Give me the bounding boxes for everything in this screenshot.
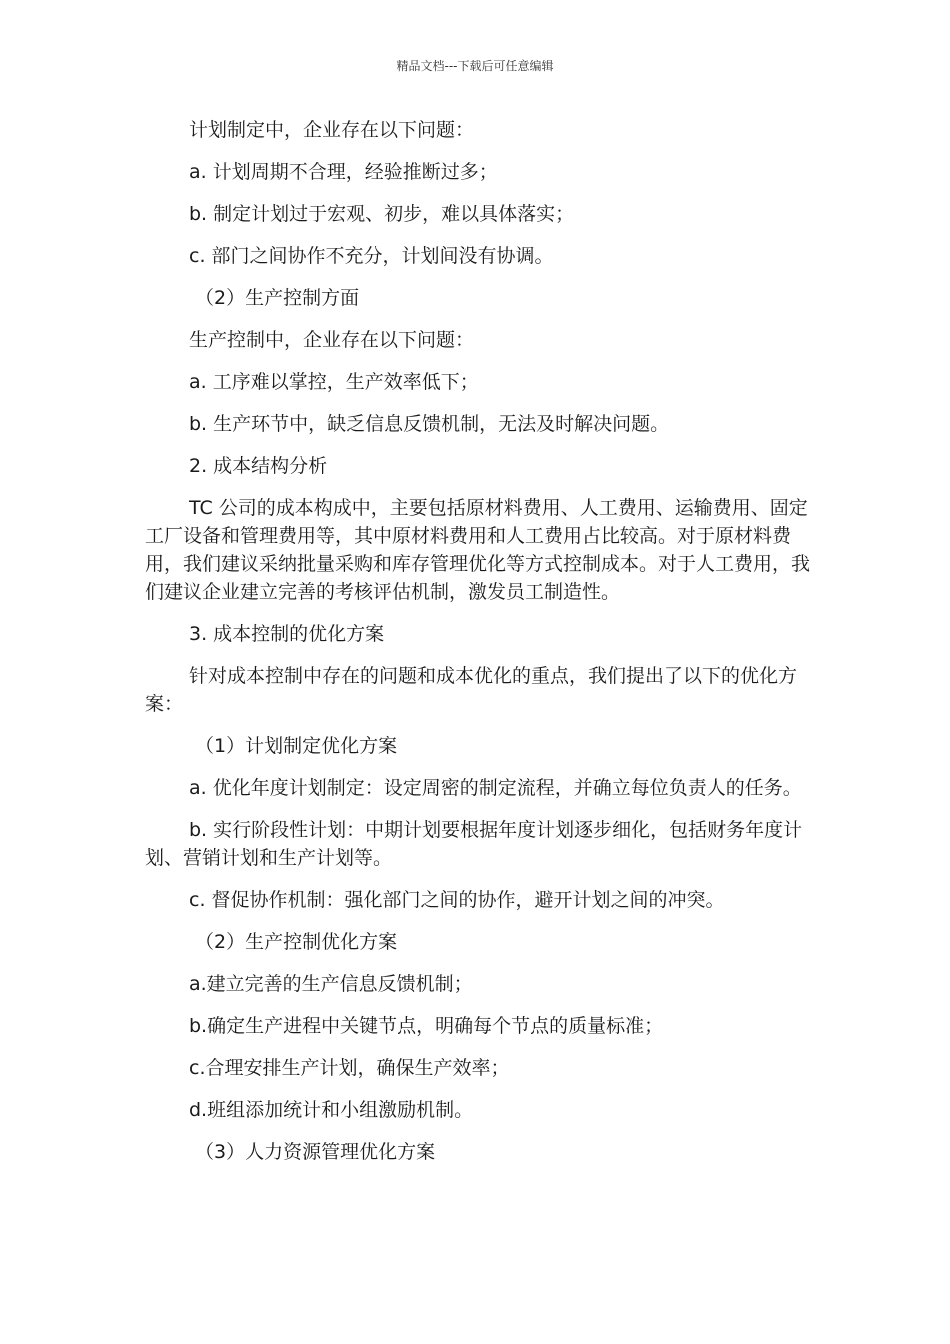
section-heading: 3. 成本控制的优化方案 <box>189 623 385 645</box>
paragraph: 计划制定中，企业存在以下问题： <box>189 119 475 141</box>
list-item: b. 实行阶段性计划：中期计划要根据年度计划逐步细化，包括财务年度计划、营销计划和生产计划等。 <box>145 819 803 869</box>
list-item: b. 生产环节中，缺乏信息反馈机制，无法及时解决问题。 <box>189 413 670 435</box>
list-item: b.确定生产进程中关键节点，明确每个节点的质量标准； <box>189 1015 664 1037</box>
list-item: d.班组添加统计和小组激励机制。 <box>189 1099 474 1121</box>
section-heading: （3）人力资源管理优化方案 <box>195 1141 436 1163</box>
page-header: 精品文档---下载后可任意编辑 <box>396 59 554 73</box>
list-item: c.合理安排生产计划，确保生产效率； <box>189 1057 510 1079</box>
paragraph: 生产控制中，企业存在以下问题： <box>189 329 475 351</box>
document-body <box>145 116 815 1180</box>
list-item: b. 制定计划过于宏观、初步，难以具体落实； <box>189 203 575 225</box>
list-item: a.建立完善的生产信息反馈机制； <box>189 973 473 995</box>
list-item: a. 计划周期不合理，经验推断过多； <box>189 161 498 183</box>
paragraph: 针对成本控制中存在的问题和成本优化的重点，我们提出了以下的优化方案： <box>145 665 798 715</box>
list-item: c. 部门之间协作不充分，计划间没有协调。 <box>189 245 554 267</box>
section-heading: （1）计划制定优化方案 <box>195 735 398 757</box>
paragraph: TC 公司的成本构成中，主要包括原材料费用、人工费用、运输费用、固定工厂设备和管理费用等，其中原材料费用和人工费用占比较高。对于原材料费用，我们建议采纳批量采购和库存管理优化等方式控制成本。对于人工费用，我们建议企业建立完善的考核评估机制，激发员工制造性。 <box>145 497 811 603</box>
list-item: a. 工序难以掌控，生产效率低下； <box>189 371 479 393</box>
section-heading: （2）生产控制优化方案 <box>195 931 398 953</box>
section-heading: 2. 成本结构分析 <box>189 455 328 477</box>
list-item: c. 督促协作机制：强化部门之间的协作，避开计划之间的冲突。 <box>189 889 725 911</box>
section-heading: （2）生产控制方面 <box>195 287 360 309</box>
list-item: a. 优化年度计划制定：设定周密的制定流程，并确立每位负责人的任务。 <box>189 777 802 799</box>
